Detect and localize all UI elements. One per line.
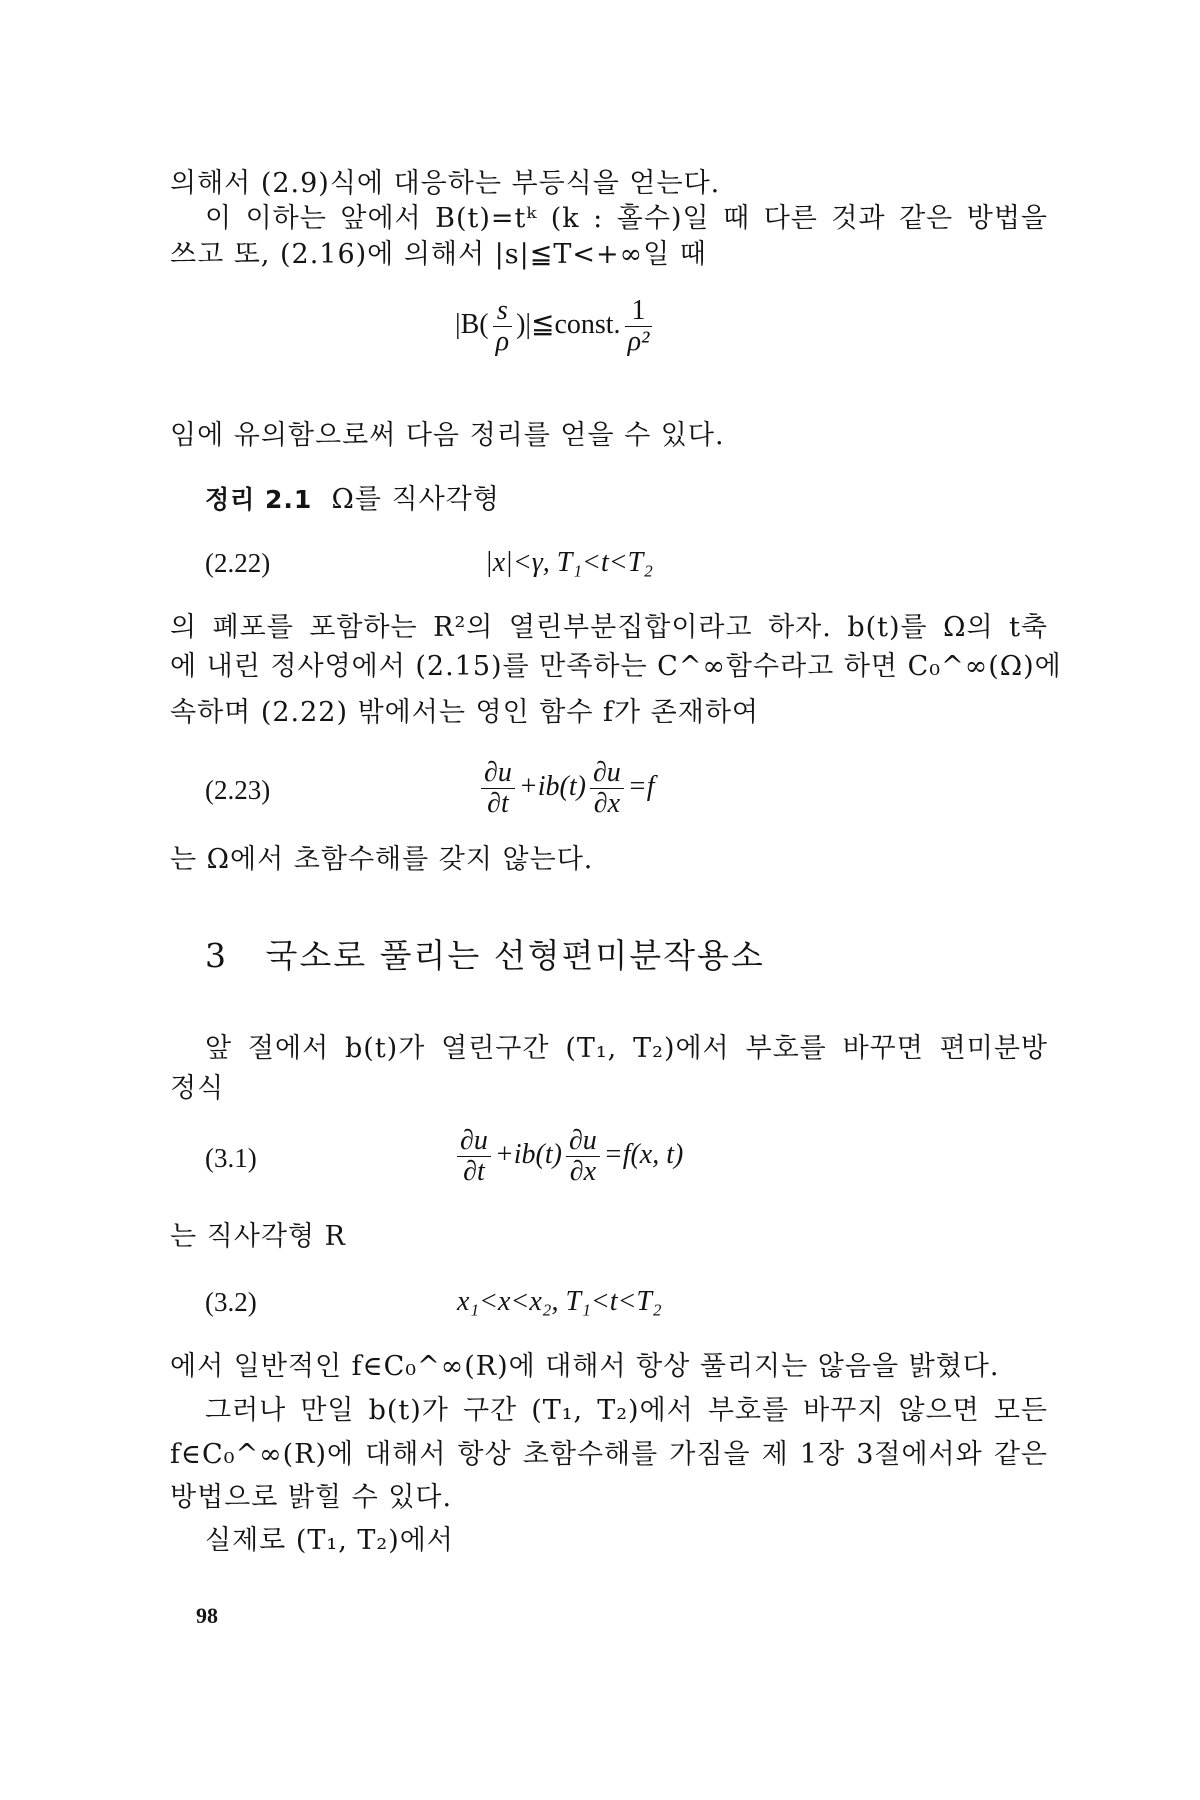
text-line-5: 의 폐포를 포함하는 R²의 열린부분집합이라고 하자. b(t)를 Ω의 t축	[170, 612, 1048, 643]
right-hand-side: =f(x, t)	[603, 1138, 684, 1170]
text-line-8: 는 Ω에서 초함수해를 갖지 않는다.	[170, 844, 594, 875]
equation-2-22	[205, 545, 1048, 615]
ineq-frac-numerator: s	[493, 296, 512, 327]
equation-body: |x|<γ, T₁<t<T₂	[485, 547, 653, 578]
equation-number: (2.22)	[205, 548, 271, 578]
ineq-const-numerator: 1	[625, 296, 653, 327]
text-line-1: 의해서 (2.9)식에 대응하는 부등식을 얻는다.	[170, 168, 721, 199]
equation-2-23	[205, 758, 1048, 828]
section-number: 3	[205, 936, 228, 975]
right-hand-side: =f	[627, 770, 655, 802]
theorem-heading	[205, 482, 1048, 518]
fraction-numerator: ∂u	[457, 1126, 491, 1157]
coefficient: +ib(t)	[518, 770, 586, 802]
equation-body: x₁<x<x₂, T₁<t<T₂	[457, 1286, 662, 1317]
equation-number: (3.1)	[205, 1143, 257, 1173]
partial-u-t	[457, 1126, 491, 1187]
text-line-14: f∈C₀^∞(R)에 대해서 항상 초함수해를 가짐을 제 1장 3절에서와 같은	[170, 1439, 1048, 1470]
ineq-const-fraction	[625, 296, 653, 357]
ineq-fraction	[493, 296, 512, 357]
ineq-right: )|≦const.	[516, 308, 621, 340]
text-line-15: 방법으로 밝힐 수 있다.	[170, 1482, 453, 1513]
fraction-denominator: ∂x	[569, 1156, 596, 1187]
equation-body	[477, 758, 654, 819]
partial-u-x	[566, 1126, 600, 1187]
fraction-denominator: ∂x	[593, 788, 620, 819]
fraction-denominator: ∂t	[487, 788, 509, 819]
equation-body	[453, 1126, 683, 1187]
fraction-numerator: ∂u	[566, 1126, 600, 1157]
equation-number: (2.23)	[205, 775, 271, 805]
text-line-7: 속하며 (2.22) 밖에서는 영인 함수 f가 존재하여	[170, 697, 759, 728]
fraction-numerator: ∂u	[481, 758, 515, 789]
ineq-left: |B(	[455, 308, 489, 340]
text-line-11: 는 직사각형 R	[170, 1221, 346, 1252]
partial-u-t	[481, 758, 515, 819]
ineq-const-denominator: ρ²	[627, 326, 650, 357]
text-line-10: 정식	[170, 1073, 225, 1104]
text-line-3: 쓰고 또, (2.16)에 의해서 |s|≦T<+∞일 때	[170, 239, 707, 270]
coefficient: +ib(t)	[494, 1138, 562, 1170]
section-heading	[205, 934, 765, 978]
equation-3-1	[205, 1126, 1048, 1196]
page-number: 98	[196, 1603, 218, 1628]
partial-u-x	[590, 758, 624, 819]
equation-number: (3.2)	[205, 1287, 257, 1317]
text-line-12: 에서 일반적인 f∈C₀^∞(R)에 대해서 항상 풀리지는 않음을 밝혔다.	[170, 1351, 1000, 1382]
ineq-frac-denominator: ρ	[495, 326, 510, 357]
text-line-6: 에 내린 정사영에서 (2.15)를 만족하는 C^∞함수라고 하면 C₀^∞(Ω)에	[170, 651, 1062, 682]
theorem-label: 정리 2.1	[205, 485, 313, 514]
theorem-text: Ω를 직사각형	[331, 484, 500, 515]
equation-3-2	[205, 1284, 1048, 1354]
section-title: 국소로 풀리는 선형편미분작용소	[265, 936, 765, 975]
fraction-numerator: ∂u	[590, 758, 624, 789]
fraction-denominator: ∂t	[463, 1156, 485, 1187]
text-line-16: 실제로 (T₁, T₂)에서	[205, 1525, 454, 1556]
inequality-display	[455, 296, 656, 357]
text-line-2: 이 이하는 앞에서 B(t)=tᵏ (k : 홀수)일 때 다른 것과 같은 방법을	[205, 203, 1048, 234]
text-line-13: 그러나 만일 b(t)가 구간 (T₁, T₂)에서 부호를 바꾸지 않으면 모든	[205, 1395, 1048, 1426]
text-line-4: 임에 유의함으로써 다음 정리를 얻을 수 있다.	[170, 420, 725, 451]
text-line-9: 앞 절에서 b(t)가 열린구간 (T₁, T₂)에서 부호를 바꾸면 편미분방	[205, 1033, 1048, 1064]
